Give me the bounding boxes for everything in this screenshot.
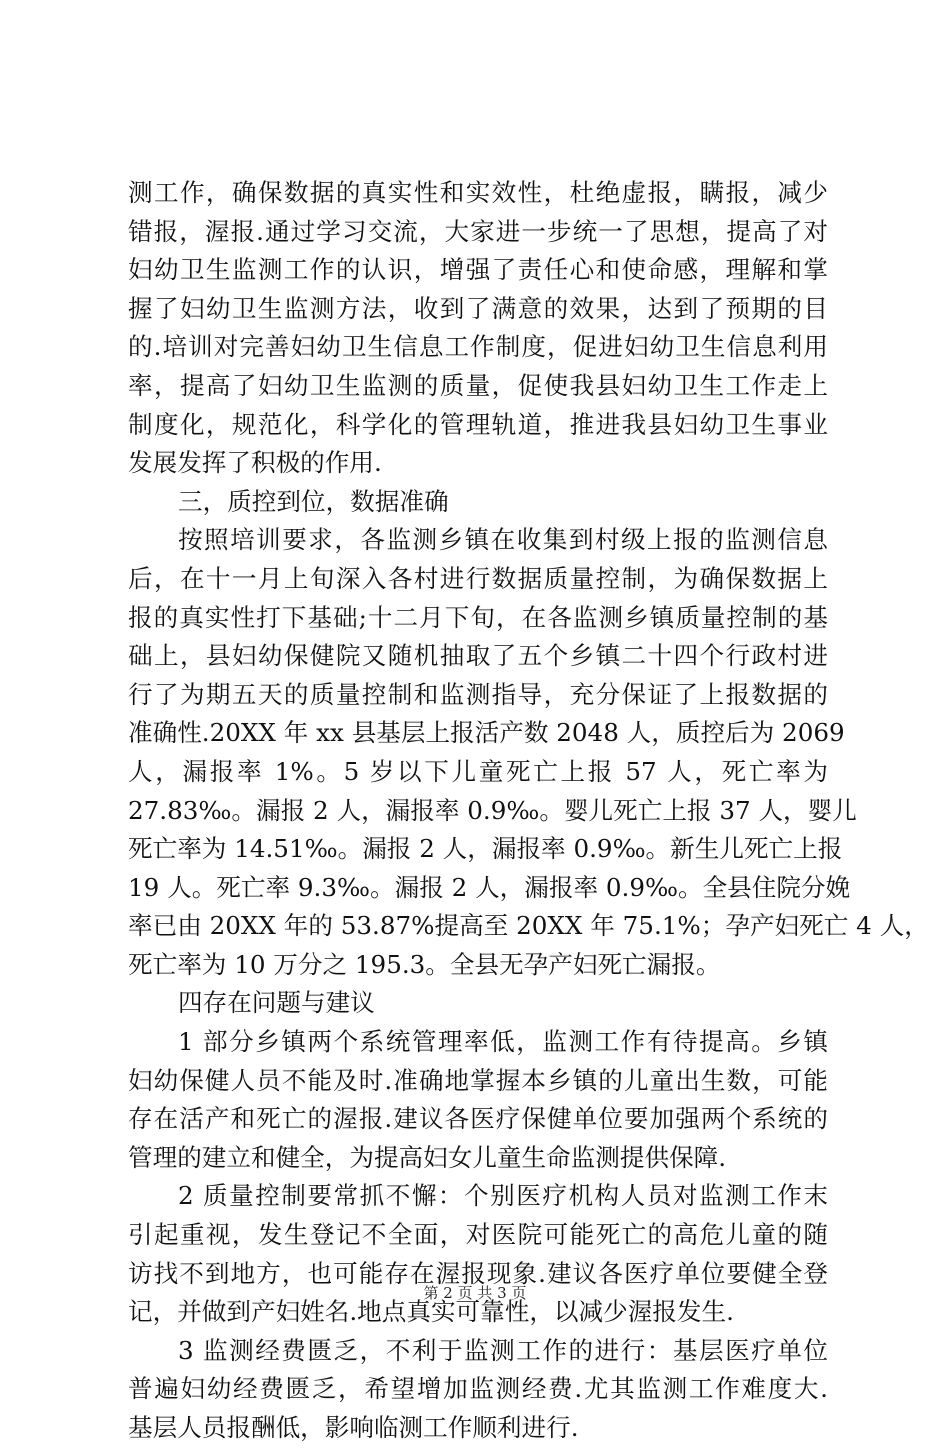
text-line: 行了为期五天的质量控制和监测指导，充分保证了上报数据的	[128, 679, 828, 709]
text-line: 错报，渥报.通过学习交流，大家进一步统一了思想，提高了对	[128, 216, 828, 246]
text-line: 础上，县妇幼保健院又随机抽取了五个乡镇二十四个行政村进	[128, 641, 828, 671]
text-line: 按照培训要求，各监测乡镇在收集到村级上报的监测信息	[178, 525, 828, 555]
text-line: 死亡率为 10 万分之 195.3。全县无孕产妇死亡漏报。	[128, 949, 721, 979]
text-line: 存在活产和死亡的渥报.建议各医疗保健单位要加强两个系统的	[128, 1104, 828, 1134]
section-heading-3: 三，质控到位，数据准确	[178, 486, 449, 516]
text-line: 人，漏报率 1%。5 岁以下儿童死亡上报 57 人，死亡率为	[128, 756, 828, 786]
text-line: 报的真实性打下基础;十二月下旬，在各监测乡镇质量控制的基	[128, 602, 828, 632]
text-line: 握了妇幼卫生监测方法，收到了满意的效果，达到了预期的目	[128, 293, 828, 323]
text-line: 后，在十一月上旬深入各村进行数据质量控制，为确保数据上	[128, 563, 828, 593]
text-line: 普遍妇幼经费匮乏，希望增加监测经费.尤其监测工作难度大.	[128, 1374, 828, 1404]
text-line: 引起重视，发生登记不全面，对医院可能死亡的高危儿童的随	[128, 1220, 828, 1250]
text-line: 27.83‰。漏报 2 人，漏报率 0.9‰。婴儿死亡上报 37 人，婴儿	[128, 795, 857, 825]
document-body	[128, 174, 929, 1448]
text-line: 妇幼卫生监测工作的认识，增强了责任心和使命感，理解和掌	[128, 255, 828, 285]
text-line: 19 人。死亡率 9.3‰。漏报 2 人，漏报率 0.9‰。全县住院分娩	[128, 872, 851, 902]
text-line: 率已由 20XX 年的 53.87%提高至 20XX 年 75.1%；孕产妇死亡 4 人，	[128, 911, 929, 941]
text-line: 发展发挥了积极的作用.	[128, 448, 382, 478]
text-line: 访找不到地方，也可能存在渥报现象.建议各医疗单位要健全登	[128, 1258, 828, 1288]
text-line: 制度化，规范化，科学化的管理轨道，推进我县妇幼卫生事业	[128, 409, 828, 439]
text-line: 的.培训对完善妇幼卫生信息工作制度，促进妇幼卫生信息利用	[128, 332, 828, 362]
text-line: 3 监测经费匮乏，不利于监测工作的进行：基层医疗单位	[178, 1335, 828, 1365]
section-heading-4: 四存在问题与建议	[178, 988, 375, 1018]
text-line: 死亡率为 14.51‰。漏报 2 人，漏报率 0.9‰。新生儿死亡上报	[128, 834, 843, 864]
text-line: 率，提高了妇幼卫生监测的质量，促使我县妇幼卫生工作走上	[128, 370, 828, 400]
text-line: 基层人员报酬低，影响临测工作顺利进行.	[128, 1413, 579, 1442]
text-line: 管理的建立和健全，为提高妇女儿童生命监测提供保障.	[128, 1142, 727, 1172]
text-line: 记，并做到产妇姓名.地点真实可靠性，以减少渥报发生.	[128, 1297, 734, 1327]
text-line: 妇幼保健人员不能及时.准确地掌握本乡镇的儿童出生数，可能	[128, 1065, 828, 1095]
text-line: 1 部分乡镇两个系统管理率低，监测工作有待提高。乡镇	[178, 1027, 828, 1057]
page-number-footer: 第 2 页 共 3 页	[423, 1284, 527, 1302]
text-line: 准确性.20XX 年 xx 县基层上报活产数 2048 人，质控后为 2069	[128, 718, 845, 748]
text-line: 2 质量控制要常抓不懈：个别医疗机构人员对监测工作末	[178, 1181, 828, 1211]
text-line: 测工作，确保数据的真实性和实效性，杜绝虚报，瞒报，减少	[128, 178, 828, 207]
